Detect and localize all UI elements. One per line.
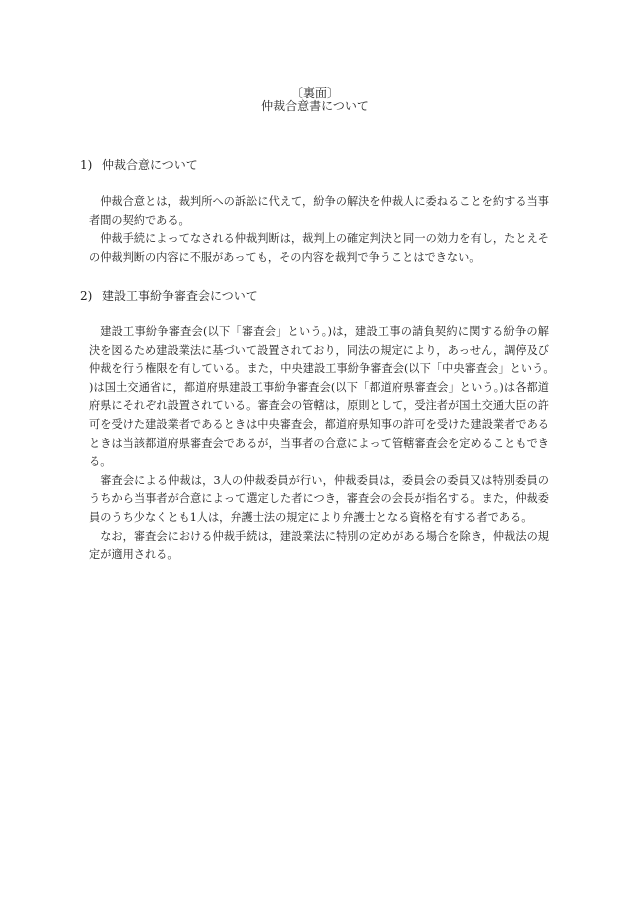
section-heading-dispute-board [80, 288, 258, 304]
section-title: 建設工事紛争審査会について [102, 289, 258, 303]
paragraph: 建設工事紛争審査会(以下「審査会」という。)は，建設工事の請負契約に関する紛争の解決を図るため建設業法に基づいて設置されており，同法の規定により，あっせん，調停及び仲裁を行う権限を有している。また，中央建設工事紛争審査会(以下「中央審査会」という。)は国土交通省に，都道府県建設工事紛争審査会(以下「都道府県審査会」という。)は各都道府県にそれぞれ設置されている。審査会の管轄は，原則として，受注者が国土交通大臣の許可を受けた建設業者であるときは中央審査会，都道府県知事の許可を受けた建設業者であるときは当該都道府県審査会であるが，当事者の合意によって管轄審査会を定めることもできる。 [89, 325, 549, 469]
paragraph: 仲裁合意とは，裁判所への訴訟に代えて，紛争の解決を仲裁人に委ねることを約する当事者間の契約である。 [89, 195, 549, 227]
reverse-side-marker: 〔裏面〕 [290, 86, 339, 100]
section-number: 2) [80, 289, 93, 303]
section-number: 1) [80, 158, 93, 172]
section-heading-arbitration-agreement [80, 157, 198, 173]
section-body-dispute-board [89, 323, 549, 565]
paragraph: 審査会による仲裁は，3人の仲裁委員が行い，仲裁委員は，委員会の委員又は特別委員のうちから当事者が合意によって選定した者につき，審査会の会長が指名する。また，仲裁委員のうち少なくとも1人は，弁護士法の規定により弁護士となる資格を有する者である。 [89, 473, 549, 524]
paragraph: 仲裁手続によってなされる仲裁判断は，裁判上の確定判決と同一の効力を有し，たとえその仲裁判断の内容に不服があっても，その内容を裁判で争うことはできない。 [89, 232, 549, 264]
section-title: 仲裁合意について [102, 158, 198, 172]
document-title: 仲裁合意書について [261, 99, 369, 113]
paragraph: なお，審査会における仲裁手続は，建設業法に特別の定めがある場合を除き，仲裁法の規定が適用される。 [89, 529, 549, 562]
section-body-arbitration-agreement [89, 193, 549, 267]
